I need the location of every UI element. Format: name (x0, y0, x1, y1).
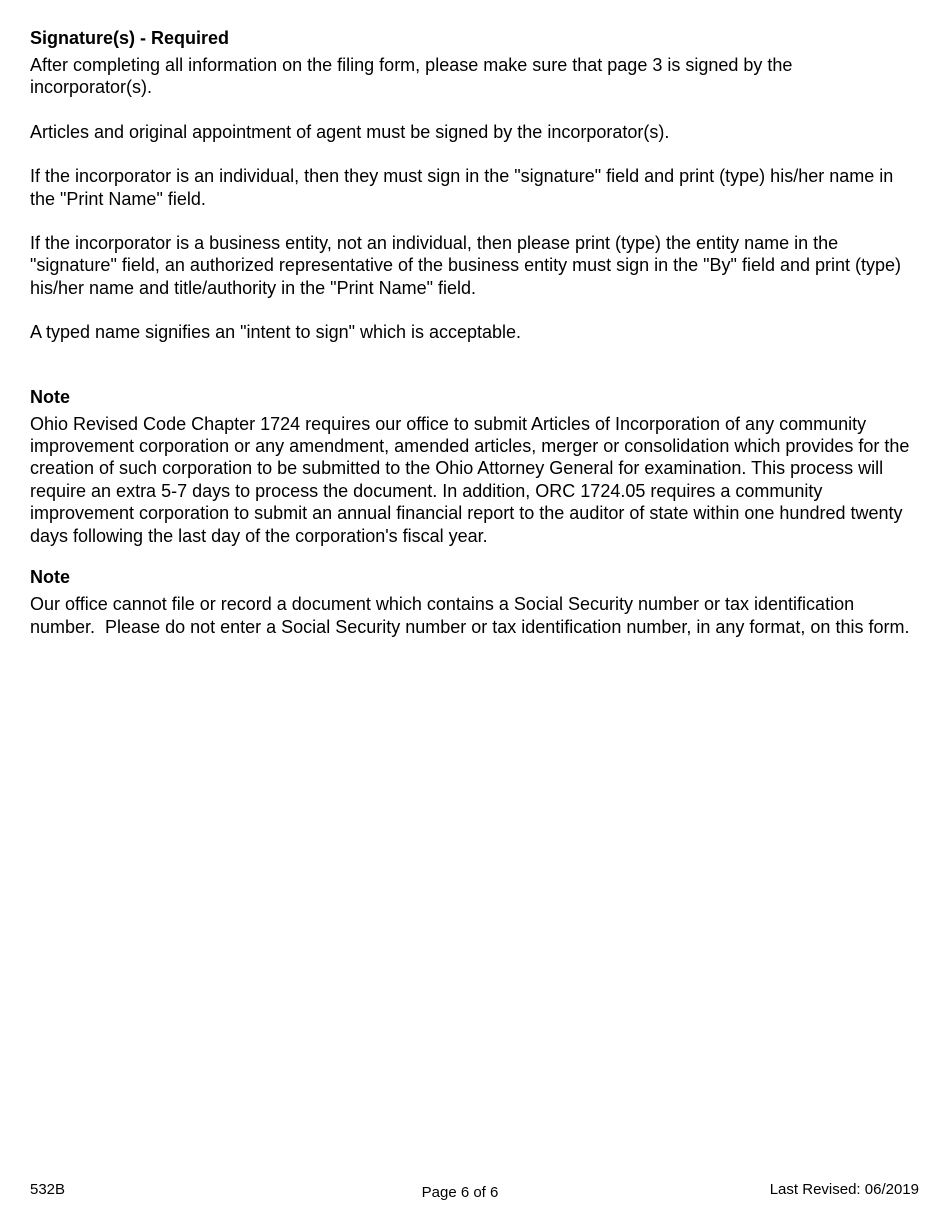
document-body (30, 27, 910, 638)
note-text: Our office cannot file or record a document which contains a Social Security number or tax identification number. Please do not enter a Social Security number or tax identification number, in any format, on this form. (30, 594, 910, 637)
signatures-paragraph: If the incorporator is a business entity, not an individual, then please print (type) the entity name in the "signature" field, an authorized representative of the business entity must sign in the "By" field and print (type) his/her name and title/authority in the "Print Name" field. (30, 233, 902, 298)
signatures-paragraph: If the incorporator is an individual, then they must sign in the "signature" field and print (type) his/her name in the "Print Name" field. (30, 166, 894, 209)
last-revised: Last Revised: 06/2019 (769, 1181, 919, 1198)
note-heading: Note (30, 386, 70, 407)
form-id: 532B (30, 1181, 66, 1198)
page-number: Page 6 of 6 (421, 1184, 499, 1201)
note-text: Ohio Revised Code Chapter 1724 requires our office to submit Articles of Incorporation of any community improvement corporation or any amendment, amended articles, merger or consolidation which provides for the creation of such corporation to be submitted to the Ohio Attorney General for examination. This process will require an extra 5-7 days to process the document. In addition, ORC 1724.05 requires a community improvement corporation to submit an annual financial report to the auditor of state within one hundred twenty days following the last day of the corporation's fiscal year. (30, 413, 910, 546)
note-heading: Note (30, 567, 70, 588)
signatures-paragraph: Articles and original appointment of agent must be signed by the incorporator(s). (30, 121, 670, 142)
signatures-paragraph: After completing all information on the filing form, please make sure that page 3 is signed by the incorporator(s). (30, 55, 793, 98)
signatures-heading: Signature(s) - Required (30, 28, 230, 48)
signatures-paragraph: A typed name signifies an "intent to sign" which is acceptable. (30, 322, 522, 343)
